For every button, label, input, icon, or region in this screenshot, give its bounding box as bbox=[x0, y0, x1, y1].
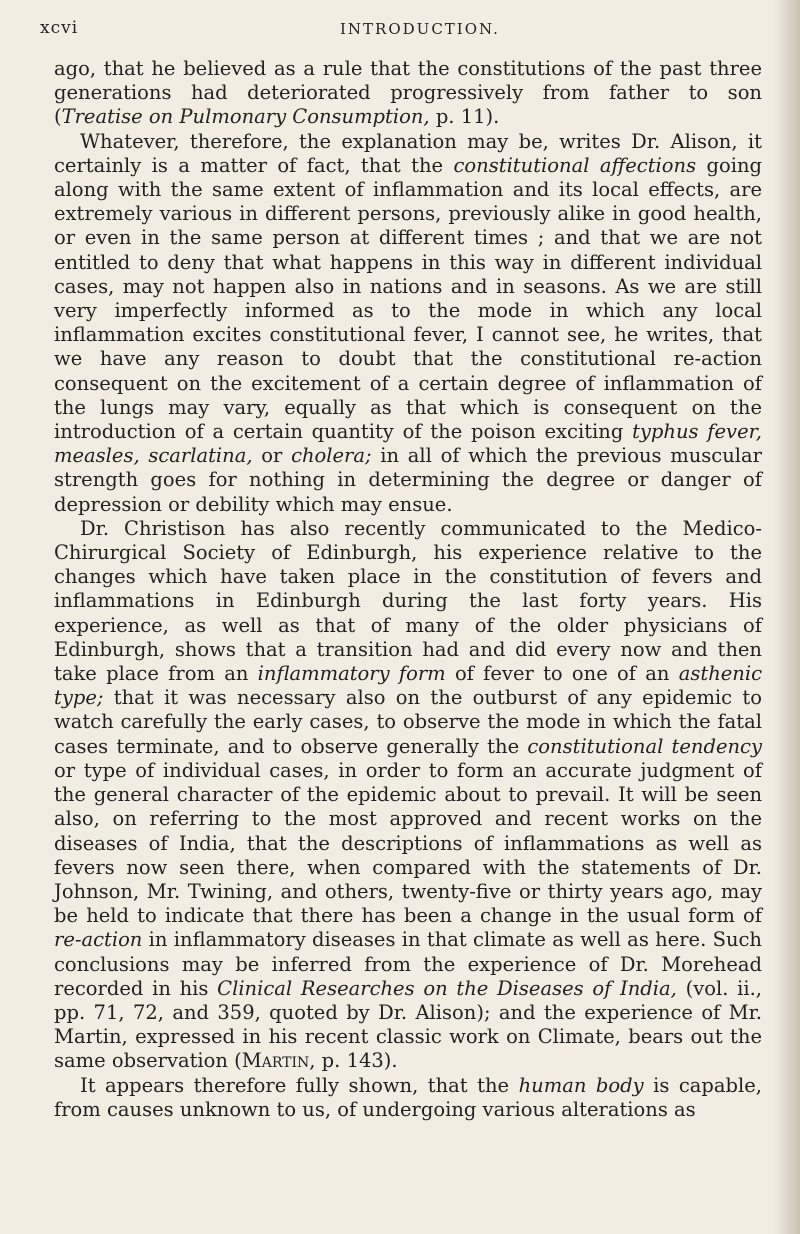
italic-run: Clinical Researches on the Diseases of India, bbox=[217, 976, 677, 1000]
text-run: Dr. Christison has also recently communicated to the Medico-Chirurgical Society of Edinburgh, his experience relative to the changes which have taken place in the constitution of fevers and inflammations in Edinburgh during the last forty years. His experience, as well as that of many of the older physicians of Edinburgh, shows that a transition had and did every now and then take place from an bbox=[54, 516, 762, 686]
italic-run: cholera; bbox=[291, 444, 372, 468]
paragraph-1 bbox=[54, 57, 762, 130]
text-run: It appears therefore fully shown, that the bbox=[80, 1073, 519, 1097]
italic-run: inflammatory form bbox=[257, 662, 446, 686]
text-run: p. 143). bbox=[315, 1049, 398, 1073]
text-run: going along with the same extent of inflammation and its local effects, are extremely various in different persons, previously alike in good health, or even in the same person at different times ; and that we are not entitled to deny that what happens in this way in different individual cases, may not happen also in nations and in seasons. As we are still very imperfectly informed as to the mode in which any local inflammation excites constitutional fever, I cannot see, he writes, that we have any reason to doubt that the constitutional re-action consequent on the excitement of a certain degree of inflammation of the lungs may vary, equally as that which is consequent on the introduction of a certain quantity of the poison exciting bbox=[54, 153, 763, 444]
page-header bbox=[40, 18, 760, 46]
body-text bbox=[54, 57, 762, 1122]
text-run: that it was necessary also on the outburst of any epidemic to watch carefully the early cases, to observe the mode in which the fatal cases terminate, and to observe generally the bbox=[54, 686, 762, 758]
text-run: (vol. ii., pp. 71, 72, and 359, quoted by Dr. Alison); and the experience of Mr. Martin, expressed in his recent classic work on Climate, bears out the same observation ( bbox=[54, 976, 762, 1073]
paragraph-4 bbox=[54, 1074, 762, 1122]
italic-run: human body bbox=[518, 1073, 644, 1097]
text-run: or type of individual cases, in order to form an accurate judgment of the general character of the epidemic about to prevail. It will be seen also, on referring to the most approved and recent works on the diseases of India, that the descriptions of inflammations as well as fevers now seen there, when compared with the statements of Dr. Johnson, Mr. Twining, and others, twenty-five or thirty years ago, may be held to indicate that there has been a change in the usual form of bbox=[54, 758, 762, 928]
text-run: of fever to one of an bbox=[445, 662, 679, 686]
paragraph-2 bbox=[54, 130, 762, 517]
paragraph-3 bbox=[54, 517, 762, 1074]
italic-run: Treatise on Pulmonary Consumption, bbox=[61, 105, 430, 129]
text-run: or bbox=[252, 444, 292, 468]
text-run: p. 11). bbox=[429, 105, 500, 129]
page-number: xcvi bbox=[40, 18, 79, 38]
italic-run: constitutional tendency bbox=[527, 734, 762, 758]
italic-run: asthenic type; bbox=[54, 662, 763, 710]
text-run: ago, that he believed as a rule that the constitutions of the past three generations had deteriorated progressively from father to son ( bbox=[54, 57, 762, 129]
italic-run: constitutional affections bbox=[453, 153, 697, 177]
text-run: is capable, from causes unknown to us, of undergoing various alterations as bbox=[54, 1073, 762, 1121]
italic-run: re-action bbox=[54, 928, 143, 952]
text-run: in inflammatory diseases in that climate as well as here. Such conclusions may be inferred from the experience of Dr. Morehead recorded in his bbox=[54, 928, 762, 1000]
running-head: INTRODUCTION. bbox=[340, 20, 500, 38]
italic-run: typhus fever, measles, scarlatina, bbox=[54, 420, 762, 468]
page-edge-shadow bbox=[774, 0, 800, 1234]
text-run: in all of which the previous muscular strength goes for nothing in determining the degree or danger of depression or debility which may ensue. bbox=[54, 444, 762, 516]
text-run: Whatever, therefore, the explanation may be, writes Dr. Alison, it certainly is a matter of fact, that the bbox=[54, 129, 762, 177]
small-caps-run: Martin, bbox=[241, 1049, 316, 1073]
